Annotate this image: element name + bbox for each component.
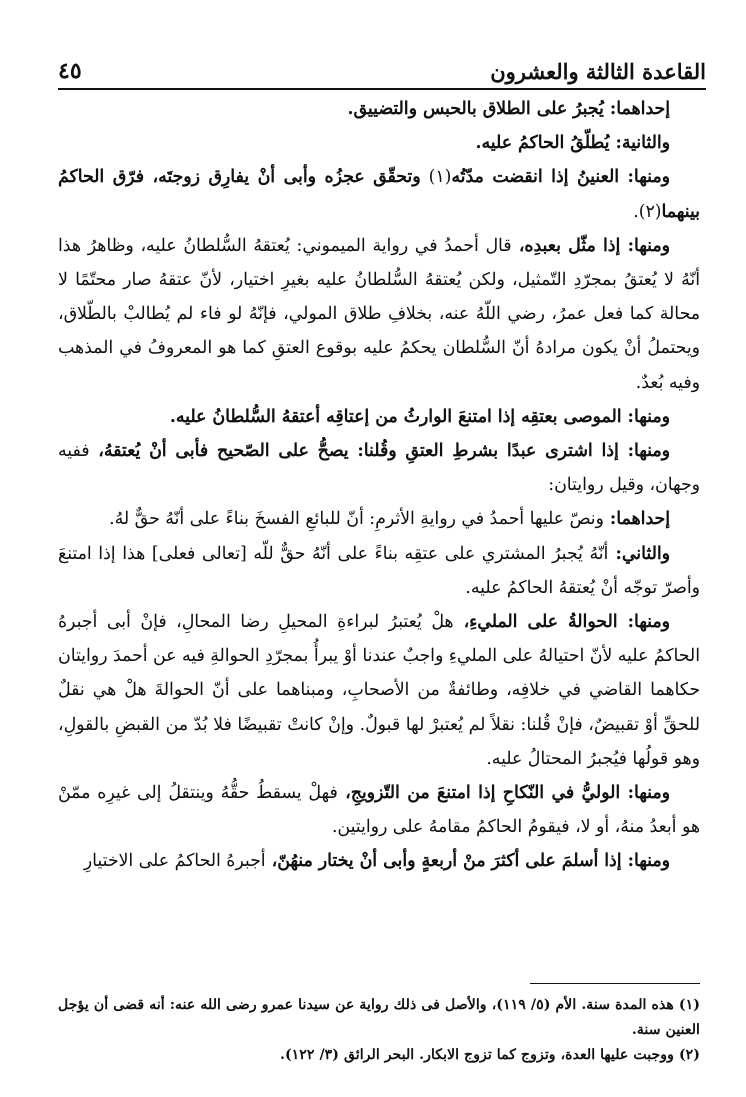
body-paragraph	[58, 229, 700, 400]
header-title: القاعدة الثالثة والعشرون	[490, 59, 706, 84]
bold-term: والثاني:	[608, 543, 670, 564]
bold-term: يُطلّقُ الحاكمُ عليه.	[475, 133, 610, 154]
text-run: هلْ يُعتبرُ لبراءةِ المحيلِ رضا المحالِ، فإنْ أبى أجبرهُ الحاكمُ عليه لأنّ احتيالهُ على المليءِ واجبٌ عندنا أوْ يبرأُ بمجرّدِ الحوالةِ فيه عن أحمدَ روايتان حكاهما القاضي في خلافِه، وطائفةٌ من الأصحابِ، ومبناهما على أنّ الحوالةَ هلْ هي نقلٌ للحقِّ أوْ تقبيضٌ، فإنْ قُلنا: نقلاً لم يُعتبرْ لها قبولٌ. وإنْ كانتْ تقبيضًا فلا بُدّ من القبضِ بالقولِ، وهو قولُها فيُجبرُ المحتالُ عليه.	[58, 612, 700, 769]
body-paragraph	[58, 92, 700, 126]
bold-term: ومنها: الموصى بعتقِه إذا امتنعَ الوارثُ من إعتاقِه أعتقهُ السُّلطانُ عليه.	[169, 406, 670, 427]
body-paragraph	[58, 502, 700, 536]
footnote: (١) هذه المدة سنة. الأم (٥/ ١١٩)، والأصل فى ذلك رواية عن سيدنا عمرو رضى الله عنه: أنه قضى أن يؤجل العنين سنة.	[58, 997, 700, 1038]
bold-term: ومنها: إذا اشترى عبدًا بشرطِ العتقِ وقُلنا: يصحُّ على الصّحيح فأبى أنْ يُعتقهُ،	[89, 441, 670, 462]
body-paragraph	[58, 776, 700, 844]
bold-term: ومنها: العنينُ إذا انقضت مدّتُه	[451, 167, 670, 188]
text-run: (٢).	[633, 201, 662, 222]
footnote-separator	[530, 983, 700, 984]
text-run: ونصّ عليها أحمدُ في روايةِ الأثرمِ: أنّ للبائعِ الفسخَ بناءً على أنّهُ حقٌّ لهُ.	[109, 509, 604, 530]
text-run: أجبرهُ الحاكمُ على الاختيارِ	[83, 851, 266, 872]
running-header	[58, 40, 706, 90]
bold-term: والثانية:	[609, 133, 670, 154]
body-paragraph	[58, 537, 700, 605]
body-paragraph	[58, 605, 700, 776]
page-number: ٤٥	[58, 58, 82, 84]
text-run: أنّهُ يُجبرُ المشتري على عتقِه بناءً على أنّهُ حقٌّ للّه [تعالى فعلى] هذا إذا امتنعَ وأصرّ توجّه أنْ يُعتقهُ الحاكمُ عليه.	[58, 543, 700, 598]
bold-term: ومنها: الحوالةُ على المليءِ،	[453, 612, 670, 633]
bold-term: وتحقّق عجزُه وأبى أنْ يفارِق زوجتَه، فرّق الحاكمُ بينهما	[58, 167, 700, 222]
body-paragraph	[58, 434, 700, 502]
body-paragraph	[58, 400, 700, 434]
body-paragraph	[58, 160, 700, 228]
footnotes	[58, 993, 700, 1068]
body-text	[58, 92, 700, 879]
text-run: ففيه وجهان، وقيل روايتان:	[58, 441, 700, 496]
footnote: (٢) ووجبت عليها العدة، وتزوج كما تزوج الابكار. البحر الرائق (٣/ ١٢٢).	[280, 1047, 700, 1063]
bold-term: إحداهما:	[603, 99, 670, 119]
body-paragraph	[58, 844, 700, 878]
bold-term: ومنها: إذا مثّل بعبدِه،	[511, 235, 670, 256]
bold-term: إحداهما:	[603, 509, 670, 530]
text-run: (١)	[420, 167, 452, 188]
bold-term: ومنها: إذا أسلمَ على أكثرَ منْ أربعةٍ وأبى أنْ يختار منهُنّ،	[265, 851, 670, 872]
text-run: قال أحمدُ في رواية الميموني: يُعتقهُ السُّلطانُ عليه، وظاهرُ هذا أنّهُ لا يُعتقُ بمجرّدِ التّمثيل، ولكن يُعتقهُ السُّلطانُ عليه بغيرِ اختيار، لأنّ عتقهُ صار محتّمًا لا محالة كما فعل عمرُ، رضي اللّهُ عنه، بخلافِ طلاق المولي، فإنّهُ لو فاء لم يُطالبْ بالطّلاق، ويحتملُ أنْ يكون مرادهُ أنّ السُّلطان يحكمُ عليه بوقوع العتقِ كما هو المعروفُ في المذهب وفيه بُعدٌ.	[58, 235, 700, 393]
body-paragraph	[58, 126, 700, 160]
bold-term: ومنها: الوليُّ في النّكاحِ إذا امتنعَ من التّزويجِ،	[337, 783, 670, 804]
bold-term: يُجبرُ على الطلاق بالحبس والتضييق.	[347, 99, 604, 119]
text-run: فهلْ يسقطُ حقُّهُ وينتقلُ إلى غيرِه ممّنْ هو أبعدُ منهُ، أو لا، فيقومُ الحاكمُ مقامهُ على روايتين.	[58, 783, 700, 838]
